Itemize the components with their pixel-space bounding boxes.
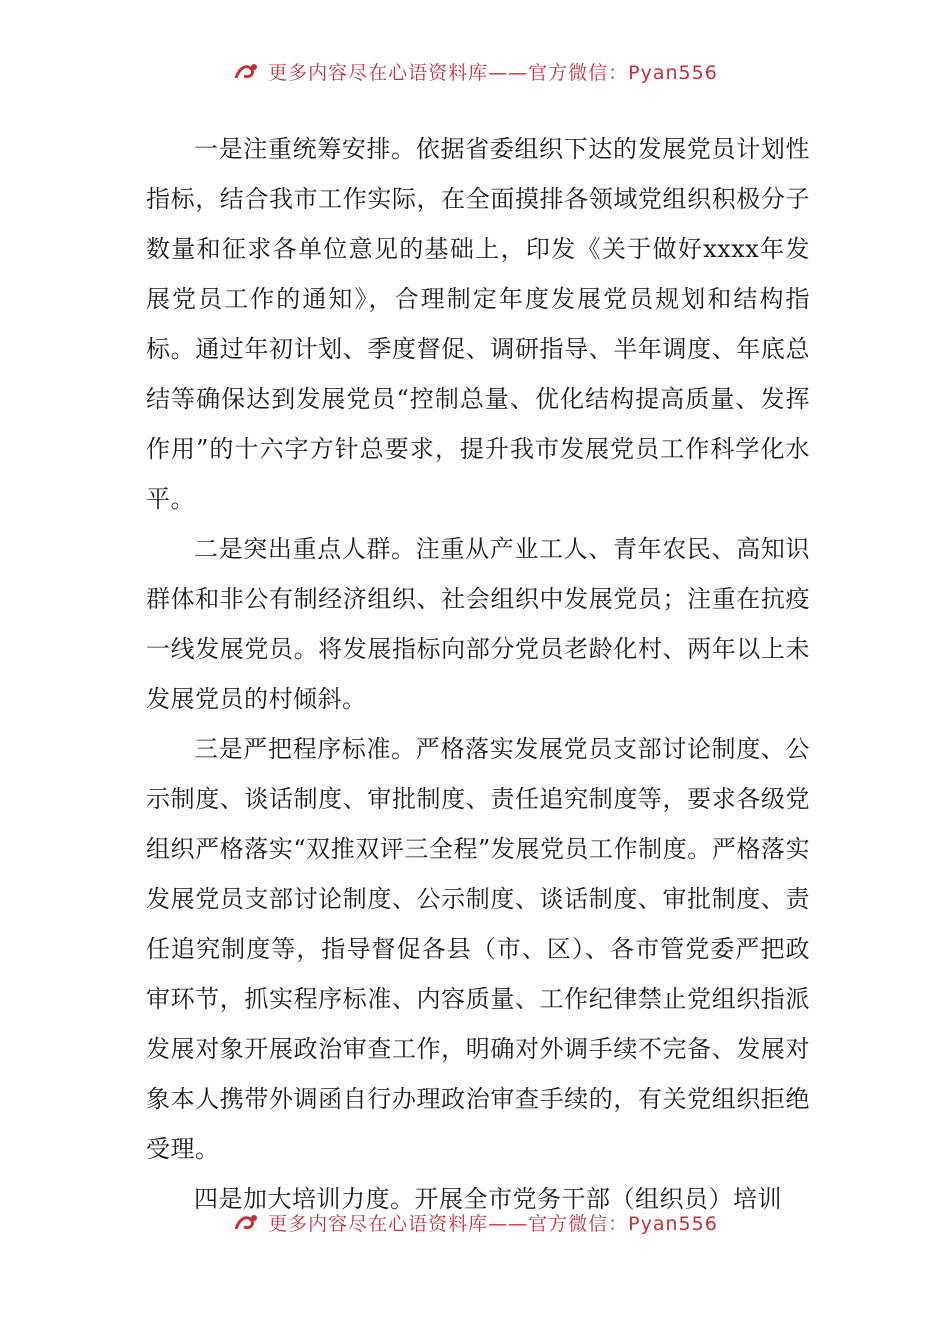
document-body (146, 124, 810, 1224)
paragraph-2: 二是突出重点人群。注重从产业工人、青年农民、高知识群体和非公有制经济组织、社会组织中发展党员；注重在抗疫一线发展党员。将发展指标向部分党员老龄化村、两年以上未发展党员的村倾斜。 (146, 535, 810, 713)
paragraph-1: 一是注重统筹安排。依据省委组织下达的发展党员计划性指标，结合我市工作实际，在全面摸排各领域党组织积极分子数量和征求各单位意见的基础上，印发《关于做好xxxx年发展党员工作的通知》，合理制定年度发展党员规划和结构指标。通过年初计划、季度督促、调研指导、半年调度、年底总结等确保达到发展党员“控制总量、优化结构提高质量、发挥作用”的十六字方针总要求，提升我市发展党员工作科学化水平。 (146, 135, 810, 513)
logo-icon (232, 60, 262, 82)
logo-icon (232, 1211, 262, 1233)
watermark-text: 更多内容尽在心语资料库——官方微信：Pyan556 (268, 61, 718, 84)
paragraph-3: 三是严把程序标准。严格落实发展党员支部讨论制度、公示制度、谈话制度、审批制度、责任追究制度等，要求各级党组织严格落实“双推双评三全程”发展党员工作制度。严格落实发展党员支部讨论制度、公示制度、谈话制度、审批制度、责任追究制度等，指导督促各县（市、区）、各市管党委严把政审环节，抓实程序标准、内容质量、工作纪律禁止党组织指派发展对象开展政治审查工作，明确对外调手续不完备、发展对象本人携带外调函自行办理政治审查手续的，有关党组织拒绝受理。 (146, 735, 810, 1163)
paragraph-4: 四是加大培训力度。开展全市党务干部（组织员）培训 (194, 1185, 782, 1213)
watermark-text: 更多内容尽在心语资料库——官方微信：Pyan556 (268, 1212, 718, 1235)
header-watermark (0, 58, 950, 84)
footer-watermark (0, 1209, 950, 1235)
